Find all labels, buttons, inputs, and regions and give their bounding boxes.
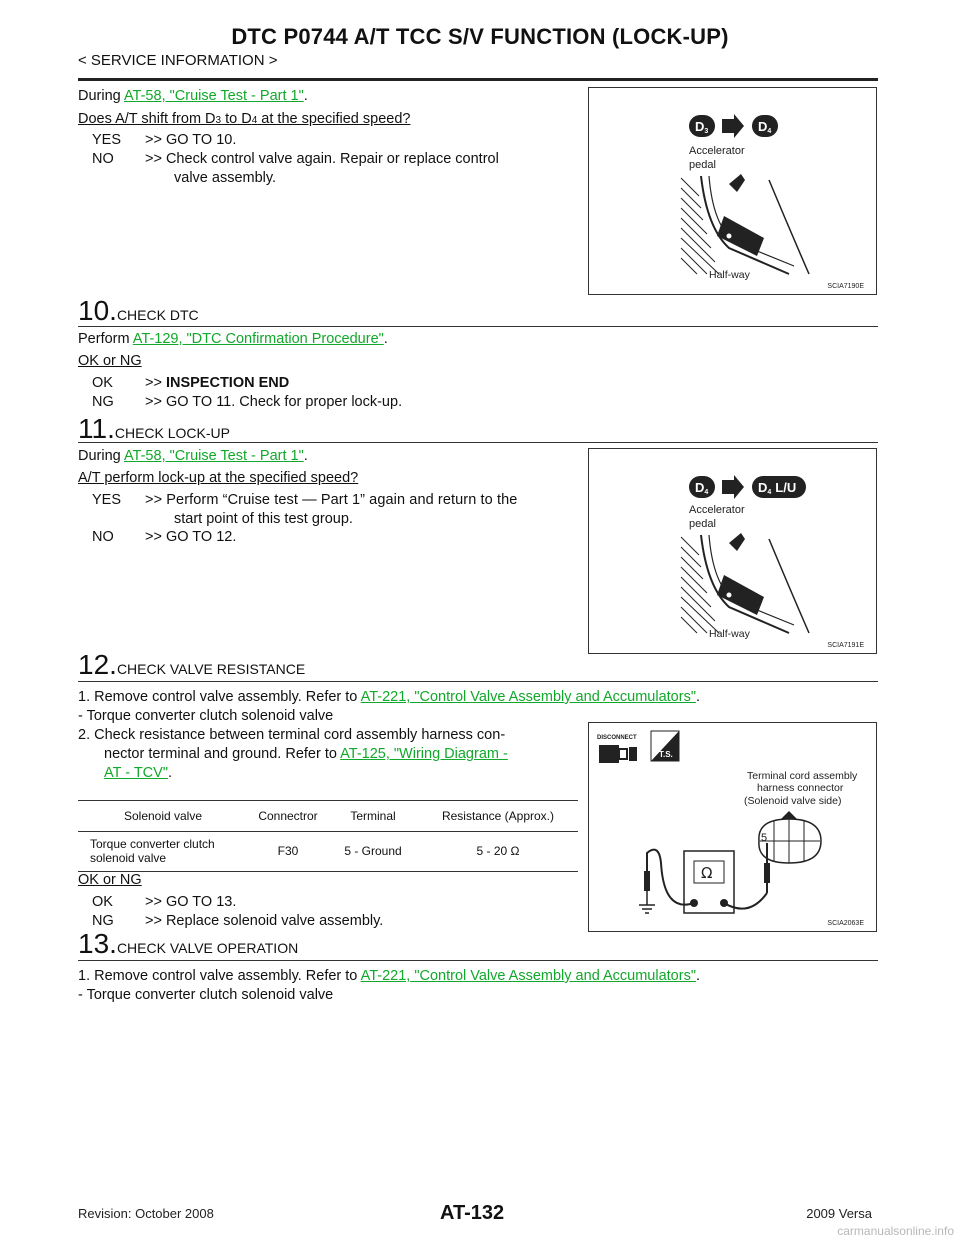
step12-item2-b: nector terminal and ground. Refer to AT-125, "Wiring Diagram - xyxy=(104,746,508,762)
step12-ng-key: NG xyxy=(92,913,114,929)
table-row: Torque converter clutch solenoid valve F30 5 - Ground 5 - 20 Ω xyxy=(90,837,520,866)
arrow-right-icon xyxy=(722,475,744,499)
step10-heading: 10.CHECK DTC xyxy=(78,295,199,326)
foot-icon xyxy=(729,174,745,192)
watermark: carmanualsonline.info xyxy=(837,1224,954,1238)
figure-lockup xyxy=(588,448,877,654)
svg-text:Accelerator: Accelerator xyxy=(689,504,745,516)
svg-text:pedal: pedal xyxy=(689,518,716,530)
svg-text:harness connector: harness connector xyxy=(757,782,844,794)
gear-from-text: D3 xyxy=(695,119,709,135)
step9-no-text-2: valve assembly. xyxy=(174,170,277,186)
step11-rule xyxy=(78,442,878,443)
step13-heading: 13.CHECK VALVE OPERATION xyxy=(78,928,299,959)
step12-ng-text: >> Replace solenoid valve assembly. xyxy=(145,913,384,929)
step11-no-text: >> GO TO 12. xyxy=(145,529,237,545)
connector-icon xyxy=(599,745,637,763)
step10-ng-text: >> GO TO 11. Check for proper lock-up. xyxy=(145,394,403,410)
page-title: DTC P0744 A/T TCC S/V FUNCTION (LOCK-UP) xyxy=(231,24,729,49)
step12-rule xyxy=(78,681,878,682)
link-cruise-test-2[interactable]: AT-58, "Cruise Test - Part 1" xyxy=(123,448,304,464)
figure-id: SCIA2063E xyxy=(827,920,864,927)
step11-question: A/T perform lock-up at the specified speed? xyxy=(78,470,359,486)
model-label: 2009 Versa xyxy=(806,1206,872,1221)
step11-no-key: NO xyxy=(92,529,114,545)
step12-question: OK or NG xyxy=(78,872,142,888)
step12-heading: 12.CHECK VALVE RESISTANCE xyxy=(78,649,306,680)
ohmmeter-diagram xyxy=(589,723,876,931)
gear-to-text: D4 xyxy=(758,119,772,135)
pedal-shape xyxy=(717,575,764,615)
step13-item1: 1. Remove control valve assembly. Refer to AT-221, "Control Valve Assembly and Accumulators". xyxy=(78,968,700,984)
step9-yes-key: YES xyxy=(92,132,122,148)
figure-shift-d3-d4 xyxy=(588,87,877,295)
svg-text:(Solenoid valve side): (Solenoid valve side) xyxy=(744,795,842,807)
step11-heading: 11.CHECK LOCK-UP xyxy=(78,413,230,444)
figure-id: SCIA7191E xyxy=(827,642,864,649)
svg-text:D4: D4 xyxy=(695,480,709,496)
svg-text:Half-way: Half-way xyxy=(709,269,750,281)
figure-id: SCIA7190E xyxy=(827,283,864,290)
step9-question: Does A/T shift from D3 to D4 at the specified speed? xyxy=(78,111,411,127)
link-dtc-confirmation[interactable]: AT-129, "DTC Confirmation Procedure" xyxy=(132,331,384,347)
header-rule xyxy=(78,78,878,81)
svg-text:Terminal cord assembly: Terminal cord assembly xyxy=(747,770,858,782)
step11-yes-key: YES xyxy=(92,492,122,508)
step10-ok-text: >> INSPECTION END xyxy=(145,375,290,391)
link-wiring-diagram-2[interactable]: AT - TCV" xyxy=(104,765,168,781)
step13-dash1: - Torque converter clutch solenoid valve xyxy=(78,987,334,1003)
step10-question: OK or NG xyxy=(78,353,142,369)
svg-text:D4L/U: D4 L/U xyxy=(758,480,797,496)
svg-text:5: 5 xyxy=(761,832,768,844)
step11-yes-text: >> Perform “Cruise test — Part 1” again and return to the xyxy=(145,492,518,508)
pedal-lockup-diagram xyxy=(589,449,876,653)
step12-ok-text: >> GO TO 13. xyxy=(145,894,237,910)
figure-resistance-check xyxy=(588,722,877,932)
step11-yes-text-2: start point of this test group. xyxy=(174,511,353,527)
svg-text:pedal: pedal xyxy=(689,159,716,171)
link-control-valve[interactable]: AT-221, "Control Valve Assembly and Accumulators" xyxy=(360,689,696,705)
step12-item2-c: AT - TCV". xyxy=(104,765,172,781)
step12-item1: 1. Remove control valve assembly. Refer to AT-221, "Control Valve Assembly and Accumulators". xyxy=(78,689,700,705)
pedal-shape xyxy=(717,216,764,256)
step10-ng-key: NG xyxy=(92,394,114,410)
svg-text:Accelerator: Accelerator xyxy=(689,145,745,157)
step12-ok-key: OK xyxy=(92,894,113,910)
step10-perform: Perform AT-129, "DTC Confirmation Procedure". xyxy=(78,331,388,347)
step12-item2: 2. Check resistance between terminal cord assembly harness con- xyxy=(78,727,506,743)
foot-icon xyxy=(729,533,745,551)
link-control-valve-2[interactable]: AT-221, "Control Valve Assembly and Accumulators" xyxy=(360,968,696,984)
section-label: < SERVICE INFORMATION > xyxy=(78,52,278,69)
probe xyxy=(644,871,650,891)
svg-text:DISCONNECT: DISCONNECT xyxy=(597,735,637,741)
step9-yes-text: >> GO TO 10. xyxy=(145,132,237,148)
step11-during: During AT-58, "Cruise Test - Part 1". xyxy=(78,448,308,464)
step13-rule xyxy=(78,960,878,961)
table-header-row: Solenoid valve Connectror Terminal Resistance (Approx.) xyxy=(78,801,578,831)
step10-ok-key: OK xyxy=(92,375,113,391)
arrow-right-icon xyxy=(722,114,744,138)
svg-text:Half-way: Half-way xyxy=(709,628,750,640)
revision-label: Revision: October 2008 xyxy=(78,1206,214,1221)
harness-connector xyxy=(759,811,821,863)
step9-during: During AT-58, "Cruise Test - Part 1". xyxy=(78,88,308,104)
step9-no-text: >> Check control valve again. Repair or replace control xyxy=(145,151,499,167)
step12-dash1: - Torque converter clutch solenoid valve xyxy=(78,708,334,724)
svg-text:T.S.: T.S. xyxy=(659,750,673,759)
pedal-diagram xyxy=(589,88,876,294)
step9-no-key: NO xyxy=(92,151,114,167)
link-cruise-test[interactable]: AT-58, "Cruise Test - Part 1" xyxy=(123,88,304,104)
link-wiring-diagram[interactable]: AT-125, "Wiring Diagram - xyxy=(340,746,508,762)
svg-text:Ω: Ω xyxy=(701,864,713,882)
page-number: AT-132 xyxy=(440,1202,505,1224)
step10-rule xyxy=(78,326,878,327)
resistance-table xyxy=(78,800,578,872)
